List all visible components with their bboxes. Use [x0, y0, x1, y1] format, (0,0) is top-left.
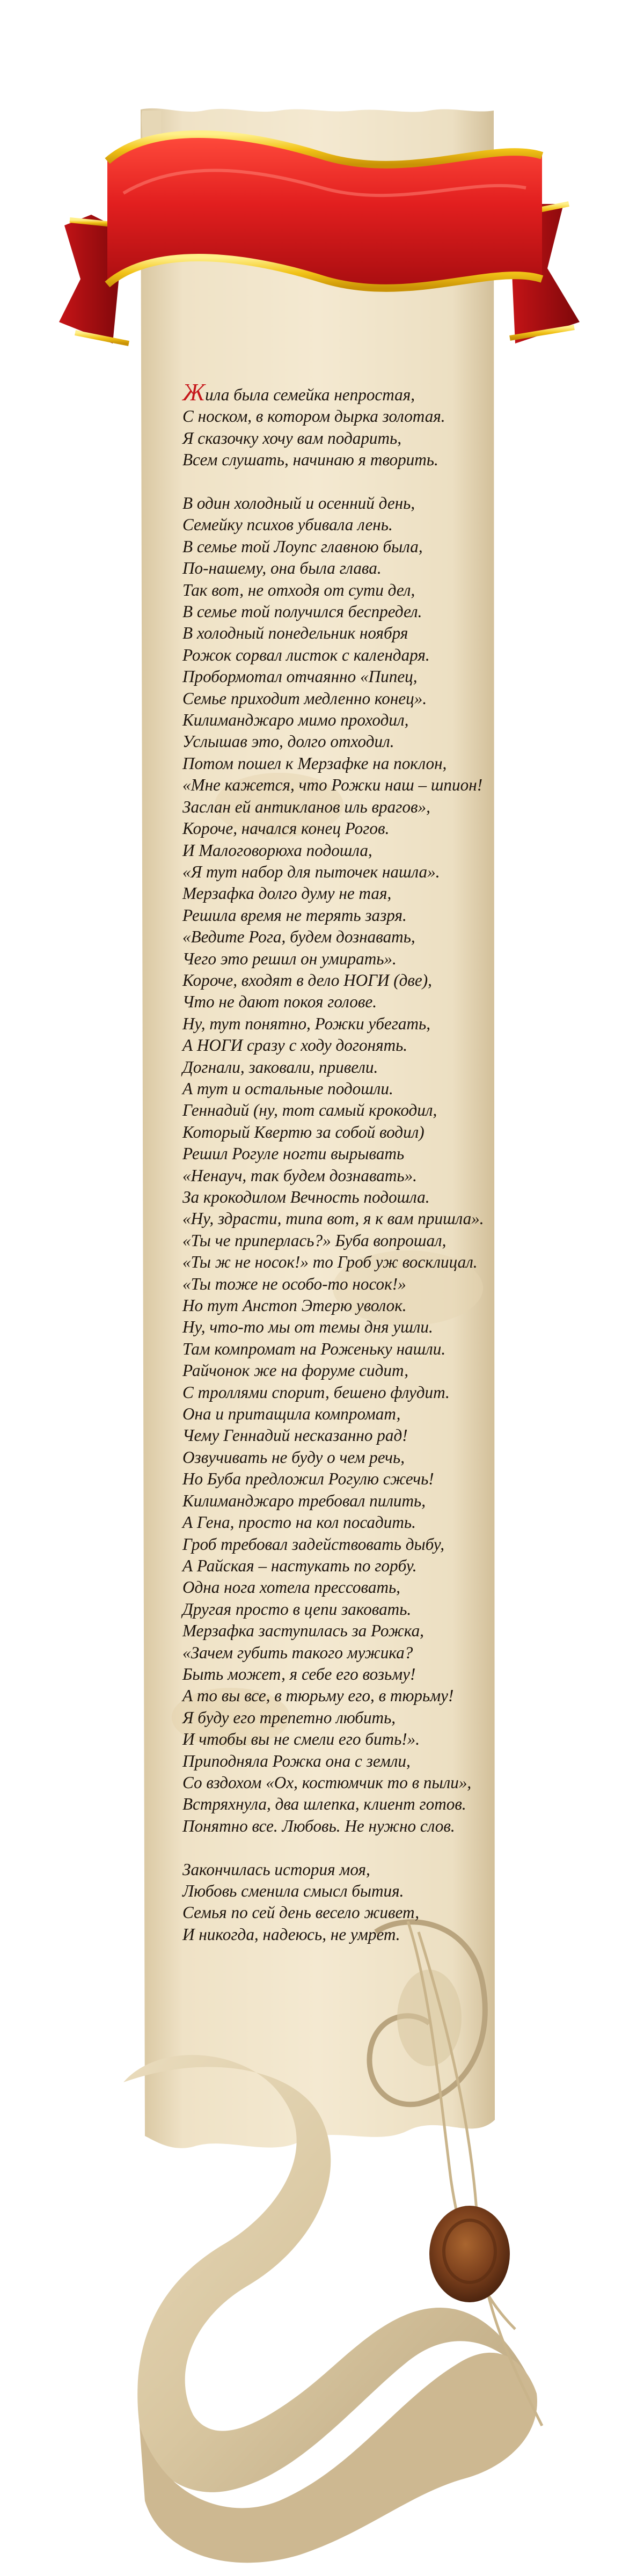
poem-line-text: А Гена, просто на кол посадить. [182, 1513, 416, 1532]
poem-line-text: В семье той Лоупс главною была, [182, 537, 423, 556]
poem-line [182, 666, 537, 687]
poem-line-text: Килиманджаро требовал пилить, [182, 1491, 426, 1510]
poem-line-text: Мерзафка долго думу не тая, [182, 884, 392, 903]
poem-line-text: «Я тут набор для пыточек нашла». [182, 862, 440, 881]
poem-line-text: Я буду его трепетно любить, [182, 1708, 396, 1727]
poem-line [182, 449, 537, 471]
poem-line-text: Рожок сорвал листок с календаря. [182, 645, 430, 664]
poem-line-text: «Ну, здрасти, типа вот, я к вам пришла». [182, 1209, 484, 1228]
poem-line-text: Там компромат на Роженьку нашли. [182, 1339, 446, 1358]
poem-line [182, 883, 537, 904]
poem-line-text: Чему Геннадий несказанно рад! [182, 1426, 408, 1445]
poem-line [182, 991, 537, 1013]
poem-line [182, 1924, 537, 1945]
poem-line-text: Закончилась история моя, [182, 1860, 370, 1879]
poem-line [182, 428, 537, 449]
poem-line-text: Решил Рогуле ногти вырывать [182, 1144, 405, 1163]
poem-line-text: Так вот, не отходя от сути дел, [182, 580, 415, 599]
poem-line [182, 688, 537, 709]
poem-line-text: Озвучивать не буду о чем речь, [182, 1447, 405, 1467]
poem-line [182, 970, 537, 991]
poem-line-text: В семье той получился беспредел. [182, 602, 422, 621]
poem-line [182, 1751, 537, 1772]
poem-line-text: Решила время не терять зазря. [182, 905, 407, 925]
poem-line-text: В один холодный и осенний день, [182, 494, 415, 513]
poem-line-text: Который Квертю за собой водил) [182, 1122, 425, 1141]
poem-text [182, 378, 537, 1967]
poem-line-text: Короче, входят в дело НОГИ (две), [182, 970, 432, 990]
poem-stanza [182, 493, 537, 1837]
poem-line [182, 1599, 537, 1620]
poem-line [182, 1794, 537, 1815]
poem-line-text: Но тут Анстоп Этерю уволок. [182, 1296, 407, 1315]
poem-line-text: Чего это решил он умирать». [182, 949, 397, 968]
poem-line [182, 623, 537, 644]
poem-line-text: «Ты че приперлась?» Буба вопрошал, [182, 1231, 447, 1250]
poem-line-text: Пробормотал отчаянно «Пипец, [182, 667, 418, 686]
poem-line [182, 1859, 537, 1880]
poem-line-text: Любовь сменила смысл бытия. [182, 1882, 404, 1900]
poem-line [182, 709, 537, 731]
poem-line [182, 514, 537, 536]
poem-line [182, 796, 537, 818]
drop-cap-letter: Ж [182, 378, 206, 406]
poem-line-text: «Зачем губить такого мужика? [182, 1643, 413, 1662]
poem-line-text: Встряхнула, два шлепка, клиент готов. [182, 1795, 466, 1814]
poem-line-text: «Ненауч, так будем дознавать». [182, 1166, 417, 1185]
poem-line-text: В холодный понедельник ноября [182, 624, 408, 643]
poem-line-text: Короче, начался конец Рогов. [182, 819, 390, 838]
poem-line-text: Мерзафка заступилась за Рожка, [182, 1621, 424, 1641]
poem-line-text: Понятно все. Любовь. Не нужно слов. [182, 1816, 455, 1835]
poem-line [182, 1208, 537, 1230]
poem-line [182, 580, 537, 601]
poem-line-text: Потом пошел к Мерзафке на поклон, [182, 753, 447, 773]
poem-line-text: Что не дают покоя голове. [182, 992, 377, 1012]
poem-line-text: И чтобы вы не смели его бить!». [182, 1730, 420, 1749]
poem-line [182, 558, 537, 579]
poem-line [182, 731, 537, 752]
poem-line [182, 861, 537, 883]
poem-line [182, 1165, 537, 1187]
poem-line-text: Райчонок же на форуме сидит, [182, 1361, 409, 1380]
poem-line [182, 818, 537, 839]
poem-line [182, 1122, 537, 1143]
poem-line-text: Услышав это, долго отходил. [182, 732, 394, 751]
poem-line-text: С носком, в котором дырка золотая. [182, 407, 445, 426]
poem-line-text: «Мне кажется, что Рожки наш – шпион! [182, 775, 483, 795]
poem-line-text: По-нашему, она была глава. [182, 559, 382, 578]
poem-line [182, 378, 537, 406]
poem-line [182, 1620, 537, 1642]
poem-line-text: Заслан ей антикланов иль врагов», [182, 797, 430, 816]
poem-line-text: Гроб требовал задействовать дыбу, [182, 1534, 444, 1554]
poem-line-text: А Райская – настукать по горбу. [182, 1556, 417, 1575]
poem-line [182, 926, 537, 948]
poem-line [182, 1057, 537, 1078]
poem-line-text: А НОГИ сразу с ходу догонять. [182, 1036, 408, 1055]
poem-line-text: И Малоговорюха подошла, [182, 840, 372, 860]
poem-line [182, 1274, 537, 1295]
poem-line [182, 1512, 537, 1533]
poem-line-text: Догнали, заковали, привели. [182, 1057, 378, 1077]
poem-line [182, 1902, 537, 1923]
poem-line [182, 1664, 537, 1685]
poem-line [182, 1447, 537, 1468]
poem-line-text: Ну, тут понятно, Рожки убегать, [182, 1014, 431, 1033]
poem-line [182, 1555, 537, 1577]
poem-line [182, 1338, 537, 1360]
poem-line-text: Семейку психов убивала лень. [182, 515, 393, 535]
poem-line-text: Геннадий (ну, тот самый крокодил, [182, 1101, 437, 1120]
poem-line [182, 1707, 537, 1729]
poem-line-text: Со вздохом «Ох, костюмчик то в пыли», [182, 1773, 472, 1792]
poem-line [182, 1187, 537, 1208]
poem-line-text: Килиманджаро мимо проходил, [182, 711, 409, 730]
poem-line [182, 1490, 537, 1512]
poem-line [182, 493, 537, 514]
poem-line [182, 1078, 537, 1100]
poem-line [182, 1143, 537, 1165]
poem-line [182, 905, 537, 926]
poem-line [182, 1316, 537, 1338]
poem-line-text: Но Буба предложил Рогулю сжечь! [182, 1469, 434, 1489]
poem-line [182, 1100, 537, 1121]
poem-line [182, 1403, 537, 1425]
poem-line [182, 840, 537, 861]
poem-line-text: «Ты ж не носок!» то Гроб уж восклицал. [182, 1253, 478, 1272]
poem-line [182, 774, 537, 796]
poem-line [182, 1013, 537, 1035]
poem-stanza [182, 378, 537, 471]
poem-line-text: Ну, что-то мы от темы дня ушли. [182, 1318, 433, 1337]
poem-line-text: Всем слушать, начинаю я творить. [182, 450, 438, 470]
poem-line [182, 1772, 537, 1794]
poem-stanza [182, 1859, 537, 1946]
poem-line [182, 1360, 537, 1381]
poem-line [182, 1880, 537, 1902]
poem-line-text: А то вы все, в тюрьму его, в тюрьму! [182, 1686, 454, 1706]
poem-line [182, 601, 537, 623]
poem-line-text: Семье приходит медленно конец». [182, 689, 427, 708]
poem-line [182, 1230, 537, 1252]
poem-line [182, 1295, 537, 1316]
poem-line [182, 1468, 537, 1490]
poem-line [182, 1382, 537, 1403]
poem-line-text: Она и притащила компромат, [182, 1404, 401, 1424]
poem-line-text: За крокодилом Вечность подошла. [182, 1188, 430, 1207]
poem-line [182, 536, 537, 558]
poem-line [182, 1685, 537, 1707]
poem-line-text: Другая просто в цепи заковать. [182, 1599, 412, 1619]
poem-line-text: Семья по сей день весело живет, [182, 1903, 420, 1922]
poem-line-text: Быть может, я себе его возьму! [182, 1664, 416, 1684]
poem-line [182, 753, 537, 774]
poem-line-text: Я сказочку хочу вам подарить, [182, 428, 402, 448]
poem-line-text: Одна нога хотела прессовать, [182, 1578, 400, 1597]
poem-line [182, 1425, 537, 1446]
poem-line-text: «Ведите Рога, будем дознавать, [182, 927, 415, 947]
poem-line [182, 1642, 537, 1664]
poem-line [182, 406, 537, 427]
poem-line [182, 1035, 537, 1056]
poem-line [182, 1534, 537, 1555]
poem-line [182, 645, 537, 666]
poem-line [182, 1252, 537, 1273]
poem-line [182, 948, 537, 970]
poem-line [182, 1729, 537, 1750]
poem-line-text: А тут и остальные подошли. [182, 1079, 393, 1098]
poem-line-text: И никогда, надеюсь, не умрет. [182, 1924, 400, 1944]
poem-line [182, 1816, 537, 1837]
poem-line-text: Приподняла Рожка она с земли, [182, 1751, 411, 1770]
poem-line [182, 1577, 537, 1598]
poem-line-text: «Ты тоже не особо-то носок!» [182, 1274, 406, 1293]
poem-line-text: С троллями спорит, бешено флудит. [182, 1382, 450, 1402]
poem-line-text: ила была семейка непростая, [205, 385, 415, 404]
